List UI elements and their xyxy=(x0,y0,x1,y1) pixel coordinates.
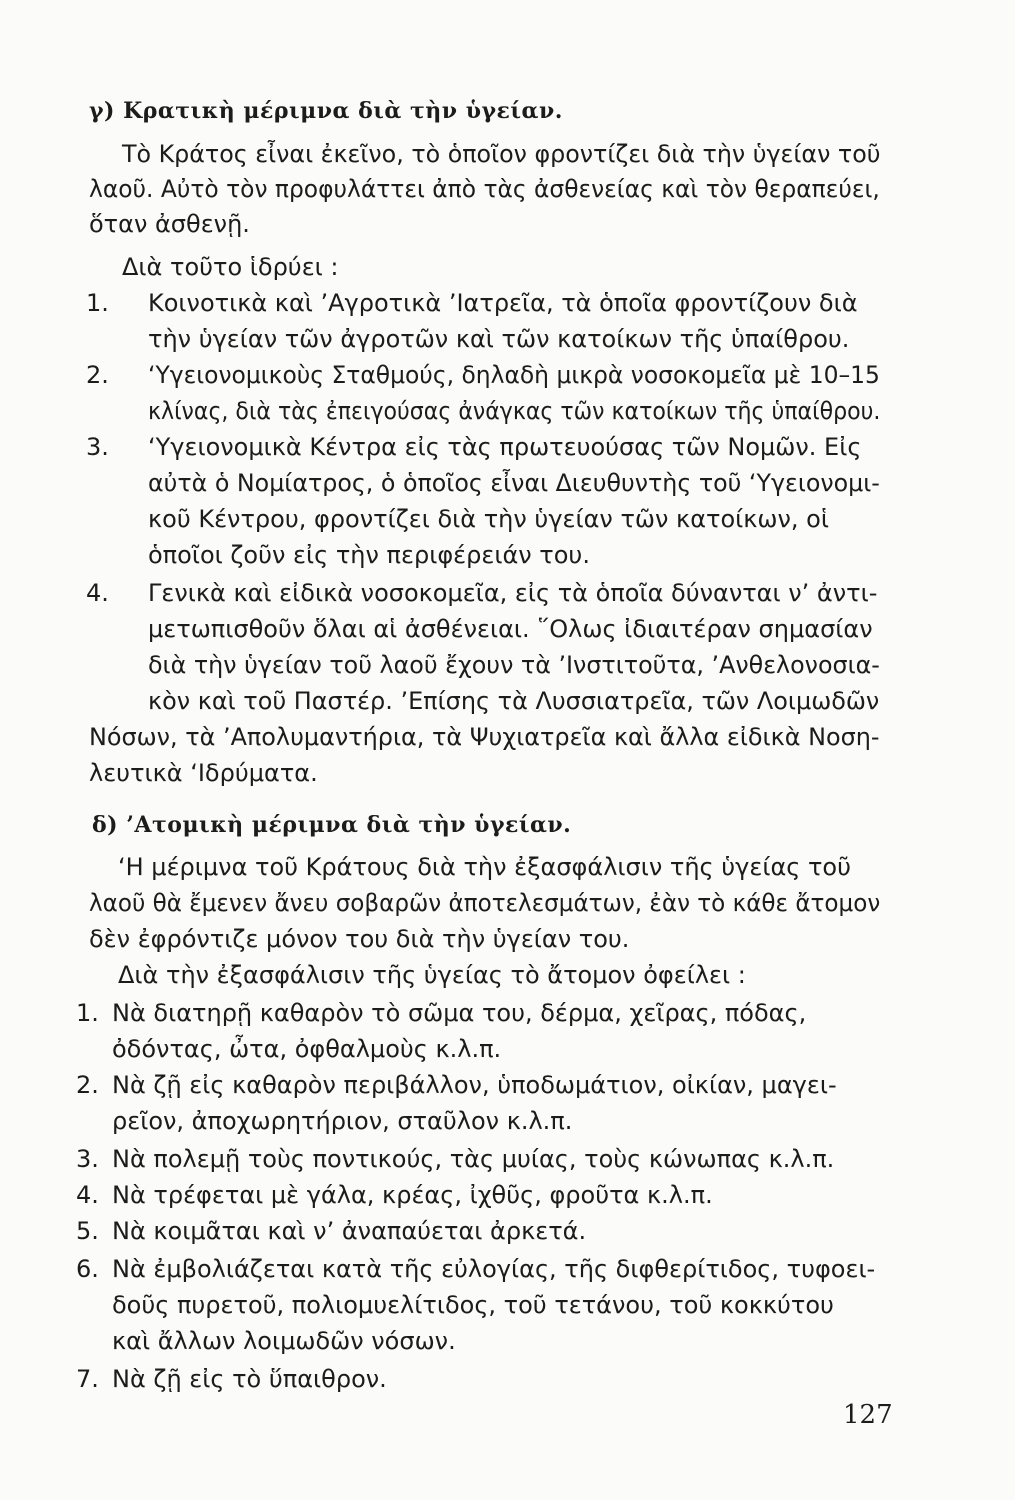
section-d-intro-line: Διὰ τὴν ἐξασφάλισιν τῆς ὑγείας τὸ ἄτομον ὀφείλει : xyxy=(118,961,746,989)
list-item-line: ‘Υγειονομικοὺς Σταθμούς, δηλαδὴ μικρὰ νοσοκομεῖα μὲ 10–15 xyxy=(148,361,880,389)
list-item-number: 4. xyxy=(76,1181,99,1209)
list-item-number: 3. xyxy=(76,1145,99,1173)
list-item-line: τὴν ὑγείαν τῶν ἀγροτῶν καὶ τῶν κατοίκων τῆς ὑπαίθρου. xyxy=(148,325,850,353)
section-g-intro-line: Τὸ Κράτος εἶναι ἐκεῖνο, τὸ ὁποῖον φροντίζει διὰ τὴν ὑγείαν τοῦ xyxy=(122,140,881,168)
list-item-line: ὁποῖοι ζοῦν εἰς τὴν περιφέρειάν του. xyxy=(148,541,590,569)
list-item-line: ὀδόντας, ὦτα, ὀφθαλμοὺς κ.λ.π. xyxy=(112,1035,502,1063)
section-g-intro-line: ὅταν ἀσθενῇ. xyxy=(89,210,250,238)
list-item-line: κοῦ Κέντρου, φροντίζει διὰ τὴν ὑγείαν τῶν κατοίκων, οἱ xyxy=(148,505,829,533)
section-g-intro-line: λαοῦ. Αὐτὸ τὸν προφυλάττει ἀπὸ τὰς ἀσθενείας καὶ τὸν θεραπεύει, xyxy=(89,175,880,203)
list-item-line: διὰ τὴν ὑγείαν τοῦ λαοῦ ἔχουν τὰ ’Ινστιτοῦτα, ’Ανθελονοσια- xyxy=(148,651,880,679)
section-g-heading: γ) Κρατικὴ μέριμνα διὰ τὴν ὑγείαν. xyxy=(89,98,563,124)
section-g-intro-line: Διὰ τοῦτο ἱδρύει : xyxy=(122,253,339,281)
list-item-line: καὶ ἄλλων λοιμωδῶν νόσων. xyxy=(112,1327,456,1355)
list-item-number: 7. xyxy=(76,1365,99,1393)
list-item-line: Νὰ κοιμᾶται καὶ ν’ ἀναπαύεται ἀρκετά. xyxy=(112,1217,587,1245)
list-item-number: 1. xyxy=(76,999,99,1027)
section-g-closing-line: Νόσων, τὰ ’Απολυμαντήρια, τὰ Ψυχιατρεῖα καὶ ἄλλα εἰδικὰ Νοση- xyxy=(89,723,880,751)
list-item-line: Νὰ πολεμῇ τοὺς ποντικούς, τὰς μυίας, τοὺς κώνωπας κ.λ.π. xyxy=(112,1145,835,1173)
section-d-intro-line: δὲν ἐφρόντιζε μόνον του διὰ τὴν ὑγείαν του. xyxy=(89,925,630,953)
list-item-line: αὐτὰ ὁ Νομίατρος, ὁ ὁποῖος εἶναι Διευθυντὴς τοῦ ‘Υγειονομι- xyxy=(148,469,880,497)
list-item-number: 2. xyxy=(76,1071,99,1099)
list-item-number: 1. xyxy=(86,289,109,317)
list-item-line: μετωπισθοῦν ὅλαι αἱ ἀσθένειαι. ῞Ολως ἰδιαιτέραν σημασίαν xyxy=(148,615,873,643)
list-item-line: Νὰ διατηρῇ καθαρὸν τὸ σῶμα του, δέρμα, χεῖρας, πόδας, xyxy=(112,999,807,1027)
list-item-number: 6. xyxy=(76,1255,99,1283)
list-item-line: Νὰ τρέφεται μὲ γάλα, κρέας, ἰχθῦς, φροῦτα κ.λ.π. xyxy=(112,1181,713,1209)
list-item-line: Νὰ ζῇ εἰς καθαρὸν περιβάλλον, ὑποδωμάτιον, οἰκίαν, μαγει- xyxy=(112,1071,837,1099)
list-item-number: 2. xyxy=(86,361,109,389)
list-item-number: 3. xyxy=(86,433,109,461)
list-item-number: 5. xyxy=(76,1217,99,1245)
list-item-line: ‘Υγειονομικὰ Κέντρα εἰς τὰς πρωτευούσας τῶν Νομῶν. Εἰς xyxy=(148,433,862,461)
section-d-intro-line: ‘Η μέριμνα τοῦ Κράτους διὰ τὴν ἐξασφάλισιν τῆς ὑγείας τοῦ xyxy=(118,853,851,881)
list-item-number: 4. xyxy=(86,579,109,607)
list-item-line: κλίνας, διὰ τὰς ἐπειγούσας ἀνάγκας τῶν κατοίκων τῆς ὑπαίθρου. xyxy=(148,397,881,425)
section-d-intro-line: λαοῦ θὰ ἔμενεν ἄνευ σοβαρῶν ἀποτελεσμάτων, ἐὰν τὸ κάθε ἄτομον xyxy=(89,889,881,917)
page-number: 127 xyxy=(843,1400,893,1430)
section-g-closing-line: λευτικὰ ‘Ιδρύματα. xyxy=(89,759,318,787)
list-item-line: κὸν καὶ τοῦ Παστέρ. ’Επίσης τὰ Λυσσιατρεῖα, τῶν Λοιμωδῶν xyxy=(148,687,880,715)
list-item-line: δοῦς πυρετοῦ, πολιομυελίτιδος, τοῦ τετάνου, τοῦ κοκκύτου xyxy=(112,1291,834,1319)
section-d-heading: δ) ’Ατομικὴ μέριμνα διὰ τὴν ὑγείαν. xyxy=(92,812,572,838)
list-item-line: Κοινοτικὰ καὶ ’Αγροτικὰ ’Ιατρεῖα, τὰ ὁποῖα φροντίζουν διὰ xyxy=(148,289,858,317)
list-item-line: Νὰ ζῇ εἰς τὸ ὕπαιθρον. xyxy=(112,1365,387,1393)
list-item-line: Γενικὰ καὶ εἰδικὰ νοσοκομεῖα, εἰς τὰ ὁποῖα δύνανται ν’ ἀντι- xyxy=(148,579,878,607)
list-item-line: ρεῖον, ἀποχωρητήριον, σταῦλον κ.λ.π. xyxy=(112,1107,573,1135)
list-item-line: Νὰ ἐμβολιάζεται κατὰ τῆς εὐλογίας, τῆς διφθερίτιδος, τυφοει- xyxy=(112,1255,876,1283)
